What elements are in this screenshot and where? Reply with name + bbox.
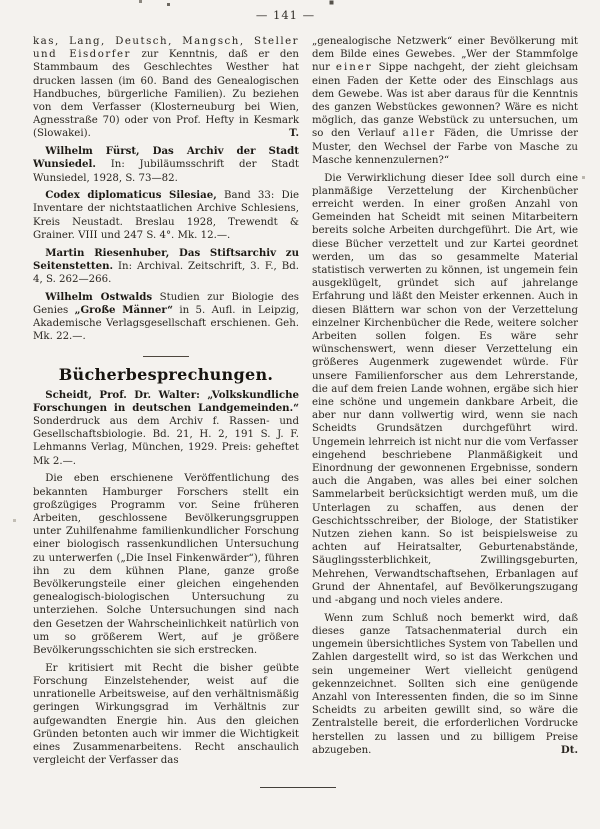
emphasized-word: aller: [402, 128, 437, 140]
entry-detail: Studien zur Biologie des Genies: [33, 291, 299, 316]
section-divider-rule: [143, 356, 189, 357]
notice-signature: T.: [289, 127, 299, 140]
two-column-text-area: [33, 35, 578, 777]
bibliography-entry-fuerst: [33, 145, 299, 185]
footer-divider-rule: [260, 787, 336, 788]
notice-names: kas, Lang, Deutsch, Mangsch, Steller und Eisdorfer: [33, 36, 299, 61]
entry-detail-part2: in 5. Aufl. in Leipzig, Akademische Verlagsgesellschaft erschienen. Geh. Mk. 22.—.: [33, 304, 300, 343]
left-column: [33, 35, 299, 777]
entry-detail: Band 33: Die Inventare der nichtstaatlichen Archive Schlesiens, Kreis Neustadt. Breslau 1928, Trewendt & Grainer. VIII und 247 S. 4°. Mk. 12.—.: [33, 190, 299, 241]
entry-title-part2: „Große Männer“: [74, 303, 173, 316]
notice-text: zur Kenntnis, daß er den Stammbaum des Geschlechtes Westher hat drucken lassen (im 60. Band des Genealogischen Handbuches, bürgerliche Familien). Zu beziehen von dem Verfasser (Klosterneuburg bei Wien, Agnesstraße 70) oder von Prof. Hefty in Kesmark (Slowakei).: [33, 49, 299, 140]
entry-detail: In: Archival. Zeitschrift, 3. F., Bd. 4, S. 262—266.: [33, 260, 299, 285]
review-paragraph-1: Die eben erschienene Veröffentlichung des bekannten Hamburger Forschers stellt ein großzügiges Programm vor. Seine früheren Arbeiten, geschlossene Bevölkerungsgruppen unter Zuhilfenahme familienkundlicher Forschung einer biologisch rassenkundlichen Untersuchung zu unterwerfen („Die Insel Finkenwärder“), führen ihn zu dem kühnen Plane, ganze große Bevölkerungsteile einer gleichen eingehenden genealogisch-biologischen Untersuchung zu unterziehen. Solche Untersuchungen sind nach den Gesetzen der Wahrscheinlichkeit natürlich von um so größerem Wert, auf je größere Bevölkerungsschichten sie sich erstrecken.: [33, 473, 299, 657]
section-heading-buecherbesprechungen: Bücherbesprechungen.: [58, 365, 274, 385]
entry-title: Wilhelm Ostwalds: [45, 290, 153, 303]
scan-speck-artifacts: [0, 0, 1, 1]
entry-title: Wilhelm Fürst, Das Archiv der Stadt Wunsiedel.: [33, 145, 299, 171]
emphasized-word: einer: [335, 62, 373, 74]
bibliography-entry-ostwald: [33, 291, 299, 344]
review-signature: Dt.: [560, 743, 578, 756]
entry-title: Martin Riesenhuber, Das Stiftsarchiv zu Seitenstetten.: [33, 246, 299, 272]
notice-paragraph: [33, 35, 299, 141]
entry-detail: In: Jubiläumsschrift der Stadt Wunsiedel, 1928, S. 73—82.: [33, 159, 299, 184]
review-paragraph-5: [312, 612, 578, 757]
review-head-scheidt: [33, 389, 299, 468]
bibliography-entry-riesenhuber: [33, 247, 299, 287]
review-paragraph-4: Die Verwirklichung dieser Idee soll durch eine planmäßige Verzettelung der Kirchenbücher erreicht werden. In einer großen Anzahl von Gemeinden hat Scheidt mit seinen Mitarbeitern bereits solche Arbeiten durchgeführt. Die Art, wie diese Bücher verzettelt und zur Kartei geordnet werden, um das so gesammelte Material statistisch verwerten zu können, ist ungemein fein ausgeklügelt, gründet sich auf jahrelange Erfahrung und läßt den Meister erkennen. Auch in diesen Blättern war schon von der Verzettelung einzelner Kirchenbücher die Rede, weitere solcher Arbeiten sollen folgen. Es wäre sehr wünschenswert, wenn dieser Verzettelung ein größeres Augenmerk zugewendet würde. Für unsere Familienforscher aus dem Lehrerstande, die auf dem freien Lande wohnen, ergäbe sich hier eine schöne und ungemein dankbare Arbeit, die aber nur dann vollwertig wird, wenn sie nach Scheidts Grundsätzen durchgeführt wird. Ungemein lehrreich ist nicht nur die vom Verfasser eingehend beschriebene Planmäßigkeit und Einordnung der gewonnenen Ergebnisse, sondern auch die Angaben, was alles bei einer solchen Sammelarbeit berücksichtigt werden muß, um die Unterlagen zu schaffen, aus denen der Geschichtsschreiber, der Biologe, der Statistiker Nutzen ziehen kann. So ist beispielsweise zu achten auf Heiratsalter, Geburtenabstände, Säuglingssterblichkeit, Zwillingsgeburten, Mehrehen, Verwandtschaftsehen, Erbanlagen auf Grund der Ahnentafel, auf Bevölkerungszugang und -abgang und noch vieles andere.: [312, 172, 578, 607]
review-imprint: Sonderdruck aus dem Archiv f. Rassen- und Gesellschaftsbiologie. Bd. 21, H. 2, 191 S. J. F. Lehmanns Verlag, München, 1929. Preis: geheftet Mk 2.—.: [33, 416, 299, 467]
para-text: „genealogische Netzwerk“ einer Bevölkerung mit dem Bilde eines Gewebes. „Wer der Stammfolge nur: [312, 36, 578, 74]
bibliography-entry-codex: [33, 189, 299, 242]
para-text: Wenn zum Schluß noch bemerkt wird, daß dieses ganze Tatsachenmaterial durch ein ungemein übersichtliches System von Tabellen und Zahlen dargestellt wird, so ist das Werkchen und sein ungemeiner Wert vielleicht genügend gekennzeichnet. Sollten sich eine genügende Anzahl von Interessenten finden, die so im Sinne Scheidts zu arbeiten gewillt sind, so wäre die Zentralstelle bereit, die erforderlichen Vordrucke herstellen zu lassen und zu billigem Preise abzugeben.: [312, 612, 578, 756]
para-text: Fäden, die Umrisse der Muster, den Wechsel der Farbe von Masche zu Masche kennenzulernen?“: [312, 128, 578, 166]
review-title: Scheidt, Prof. Dr. Walter: „Volkskundliche Forschungen in deutschen Landgemeinden.“: [33, 388, 299, 414]
page-number: — 141 —: [255, 8, 316, 22]
right-column: [312, 35, 578, 777]
para-text: Sippe nachgeht, der zieht gleichsam einen Faden der Kette oder des Einschlags aus dem Gewebe. Was ist aber daraus für die Kenntnis des ganzen Webstückes gewonnen? Wäre es nicht möglich, das ganze Webstück zu untersuchen, um so den Verlauf: [312, 62, 578, 140]
review-paragraph-2: Er kritisiert mit Recht die bisher geübte Forschung Einzelstehender, weist auf die unrationelle Arbeitsweise, auf den verhältnismäßig geringen Wirkungsgrad im Verhältnis zur aufgewandten Energie hin. Aus den gleichen Gründen betonten auch wir immer die Wichtigkeit eines Zusammenarbeitens. Recht anschaulich vergleicht der Verfasser das: [33, 662, 299, 767]
review-paragraph-3: [312, 35, 578, 167]
entry-title: Codex diplomaticus Silesiae,: [45, 189, 217, 202]
